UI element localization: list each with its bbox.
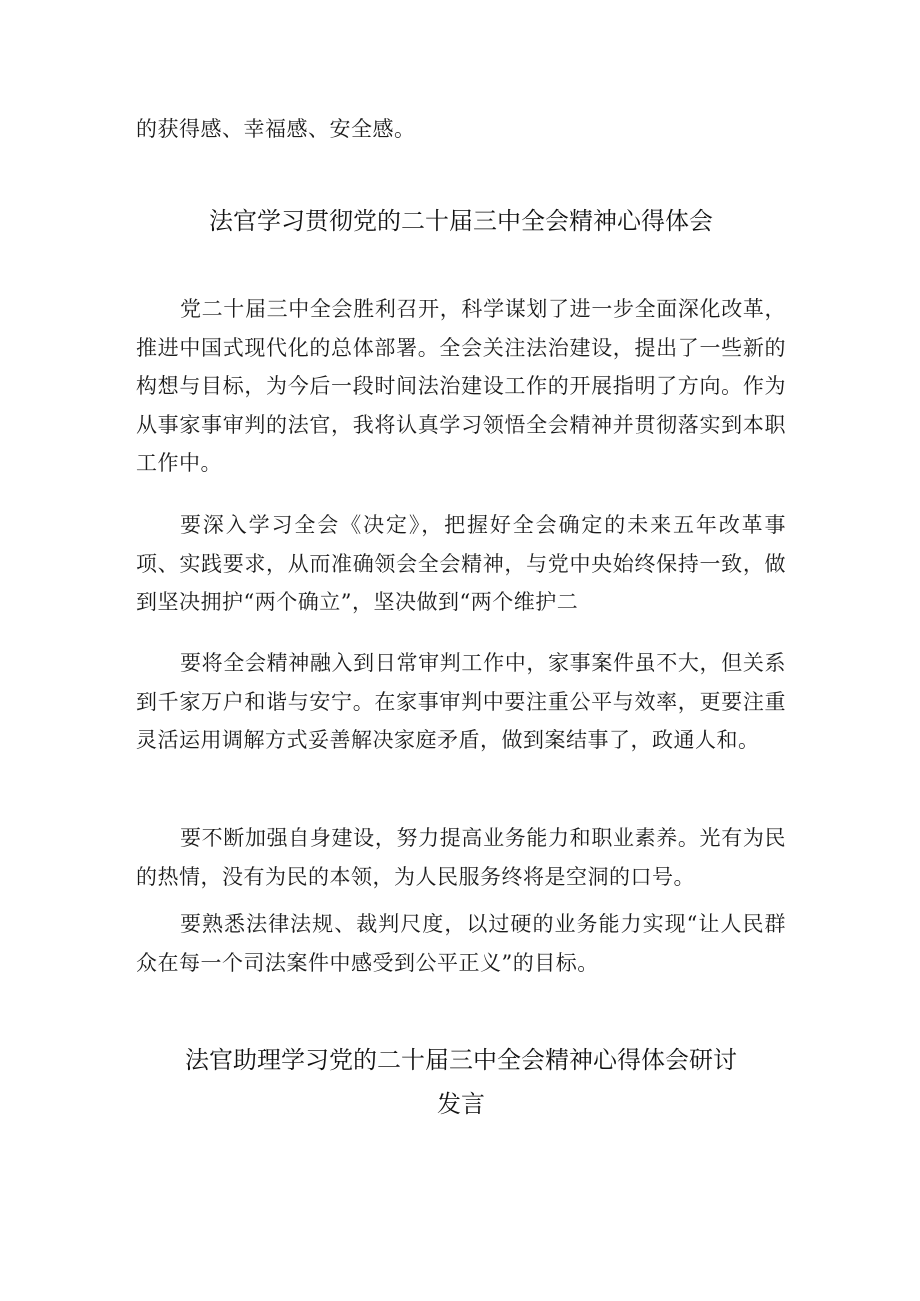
section-title-judge: 法官学习贯彻党的二十届三中全会精神心得体会 xyxy=(209,207,713,235)
section-title-line-2: 发言 xyxy=(437,1090,485,1118)
paragraph-self-building: 要不断加强自身建设，努力提高业务能力和职业素养。光有为民的热情，没有为民的本领，为人民服务终将是空洞的口号。 xyxy=(136,826,786,889)
section-title-line-1: 法官助理学习党的二十届三中全会精神心得体会研讨 xyxy=(185,1046,737,1074)
continuation-paragraph: 的获得感、幸福感、安全感。 xyxy=(136,117,416,141)
section-title-judge-assistant xyxy=(136,1038,786,1126)
paragraph-law-familiarity: 要熟悉法律法规、裁判尺度，以过硬的业务能力实现“让人民群众在每一个司法案件中感受到公平正义”的目标。 xyxy=(136,912,786,975)
paragraph-study-decision: 要深入学习全会《决定》，把握好全会确定的未来五年改革事项、实践要求，从而准确领会全会精神，与党中央始终保持一致，做到坚决拥护“两个确立”，坚决做到“两个维护二 xyxy=(136,513,786,614)
paragraph-intro: 党二十届三中全会胜利召开，科学谋划了进一步全面深化改革，推进中国式现代化的总体部署。全会关注法治建设，提出了一些新的构想与目标，为今后一段时间法治建设工作的开展指明了方向。作为从事家事审判的法官，我将认真学习领悟全会精神并贯彻落实到本职工作中。 xyxy=(136,297,786,475)
paragraph-trial-work: 要将全会精神融入到日常审判工作中，家事案件虽不大，但关系到千家万户和谐与安宁。在家事审判中要注重公平与效率，更要注重灵活运用调解方式妥善解决家庭矛盾，做到案结事了，政通人和。 xyxy=(136,651,786,752)
